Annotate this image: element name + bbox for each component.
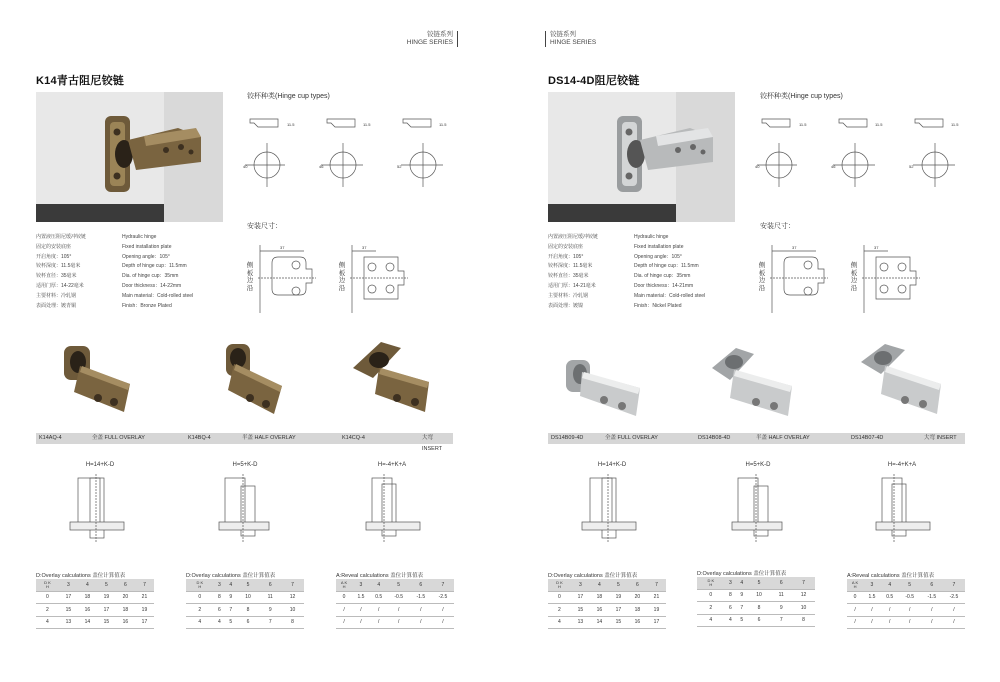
svg-text:52: 52 bbox=[909, 164, 914, 169]
cup-type-drawings-left bbox=[245, 115, 465, 190]
product-image-k14cq bbox=[345, 338, 440, 420]
svg-text:11.5: 11.5 bbox=[287, 122, 295, 127]
overlay-diagram-full-right bbox=[580, 474, 640, 544]
calc-table-right-3: A K H 3 4 5 6 7 0 1.5 0.5 -0.5 -1.5 -2.5 / / / / / / / / / / / / bbox=[847, 579, 965, 629]
variant-type-k14bq: 半盖 HALF OVERLAY bbox=[242, 435, 296, 441]
svg-text:37: 37 bbox=[792, 245, 797, 250]
variant-code-k14aq: K14AQ-4 bbox=[39, 435, 62, 441]
calc-table-right-2: D K H 3 4 5 6 7 0 8 9 10 11 12 2 6 7 8 9 10 4 4 5 6 7 8 bbox=[697, 577, 815, 627]
svg-text:52: 52 bbox=[397, 164, 402, 169]
header-left: 铰链系列 HINGE SERIES bbox=[395, 31, 458, 47]
calc-table-left-3: A K H 3 4 5 6 7 0 1.5 0.5 -0.5 -1.5 -2.5 / / / / / / / / / / / / bbox=[336, 579, 454, 629]
variant-type-ds14b07: 大弯 INSERT bbox=[924, 435, 957, 441]
svg-text:37: 37 bbox=[874, 245, 879, 250]
product-image-ds14b07 bbox=[855, 340, 950, 422]
svg-text:40: 40 bbox=[755, 164, 760, 169]
svg-text:40: 40 bbox=[243, 164, 248, 169]
formula-full-right: H=14+K-D bbox=[597, 462, 627, 468]
install-drawing-3 bbox=[770, 245, 830, 315]
page-title-ds14: DS14-4D阻尼铰链 bbox=[548, 75, 640, 87]
side-label-3: 侧板边沿 bbox=[758, 262, 766, 292]
install-drawing-2 bbox=[350, 245, 410, 315]
product-image-k14bq bbox=[200, 340, 290, 420]
install-title: 安装尺寸： bbox=[247, 223, 282, 230]
overlay-diagram-half-left bbox=[213, 474, 273, 544]
variant-code-ds14b09: DS14B09-4D bbox=[551, 435, 584, 441]
product-image-k14aq bbox=[50, 340, 140, 420]
variant-band-right bbox=[548, 433, 965, 444]
variant-type-ds14b09: 全盖 FULL OVERLAY bbox=[605, 435, 658, 441]
formula-half-right: H=5+K-D bbox=[745, 462, 771, 468]
calc-title-right-1: D:Overlay calculations 盖位计算值表 bbox=[548, 573, 638, 579]
product-image-ds14b09 bbox=[560, 342, 650, 422]
product-image-ds14b08 bbox=[706, 342, 801, 422]
formula-full-left: H=14+K-D bbox=[85, 462, 115, 468]
specs-cn-left: 内置液压阻尼缓冲铰链 固定的安装底座 开启角度：105° 铰杯深度：11.5毫米 铰杯直径：35毫米 适用门厚：14-22毫米 主要材料：冷轧钢 表面处理：镀青铜 bbox=[36, 234, 87, 309]
svg-text:46: 46 bbox=[831, 164, 836, 169]
hero-photo-nickel bbox=[548, 92, 735, 222]
side-label-1: 侧板边沿 bbox=[246, 262, 254, 292]
install-title-right: 安装尺寸： bbox=[760, 223, 795, 230]
variant-code-ds14b07: DS14B07-4D bbox=[851, 435, 884, 441]
svg-text:37: 37 bbox=[362, 245, 367, 250]
svg-text:11.5: 11.5 bbox=[951, 122, 959, 127]
svg-text:11.5: 11.5 bbox=[799, 122, 807, 127]
calc-title-right-2: D:Overlay calculations 盖位计算值表 bbox=[697, 571, 787, 577]
page-title-k14: K14青古阻尼铰链 bbox=[36, 75, 124, 87]
overlay-diagram-insert-right bbox=[870, 474, 934, 544]
variant-type-k14aq: 全盖 FULL OVERLAY bbox=[92, 435, 145, 441]
variant-type-k14cq: 大弯 INSERT bbox=[422, 435, 443, 452]
calc-title-left-2: D:Overlay calculations 盖位计算值表 bbox=[186, 573, 276, 579]
side-label-2: 侧板边沿 bbox=[338, 262, 346, 292]
specs-en-right: Hydraulic hinge Fixed installation plate Opening angle：105° Depth of hinge cup：11.5mm Dia. of hinge cup：35mm Door thickness：14-21mm Main material：Cold-rolled steel Finish：Nickel Plated bbox=[634, 234, 706, 309]
specs-en-left: Hydraulic hinge Fixed installation plate Opening angle：105° Depth of hinge cup：11.5mm Dia. of hinge cup：35mm Door thickness：14-22mm Main material：Cold-rolled steel Finish：Bronze Plated bbox=[122, 234, 194, 309]
calc-table-right-1: D K H 3 4 5 6 7 0 17 18 19 20 21 2 15 16 17 18 19 4 13 14 15 16 17 bbox=[548, 579, 666, 629]
variant-band-left bbox=[36, 433, 453, 452]
side-label-4: 侧板边沿 bbox=[850, 262, 858, 292]
cup-types-title-right: 铰杯种类(Hinge cup types) bbox=[760, 93, 843, 100]
calc-title-left-3: A:Reveal calculations 盖位计算值表 bbox=[336, 573, 424, 579]
overlay-diagram-insert-left bbox=[360, 474, 424, 544]
calc-title-right-3: A:Reveal calculations 盖位计算值表 bbox=[847, 573, 935, 579]
svg-text:37: 37 bbox=[280, 245, 285, 250]
calc-table-left-2: D K H 3 4 5 6 7 0 8 9 10 11 12 2 6 7 8 9 10 4 4 5 6 7 8 bbox=[186, 579, 304, 629]
variant-code-ds14b08: DS14B08-4D bbox=[698, 435, 731, 441]
overlay-diagram-full-left bbox=[68, 474, 128, 544]
hero-photo-bronze bbox=[36, 92, 223, 222]
variant-code-k14cq: K14CQ-4 bbox=[342, 435, 365, 441]
variant-code-k14bq: K14BQ-4 bbox=[188, 435, 211, 441]
cup-types-title: 铰杯种类(Hinge cup types) bbox=[247, 93, 330, 100]
svg-text:11.5: 11.5 bbox=[439, 122, 447, 127]
install-drawing-4 bbox=[862, 245, 922, 315]
install-drawing-1 bbox=[258, 245, 318, 315]
formula-insert-right: H=-4+K+A bbox=[887, 462, 917, 468]
header-right: 铰链系列 HINGE SERIES bbox=[545, 31, 620, 47]
svg-text:11.5: 11.5 bbox=[363, 122, 371, 127]
svg-text:46: 46 bbox=[319, 164, 324, 169]
variant-type-ds14b08: 半盖 HALF OVERLAY bbox=[756, 435, 810, 441]
cup-type-drawings-right bbox=[757, 115, 977, 190]
formula-insert-left: H=-4+K+A bbox=[377, 462, 407, 468]
svg-text:11.5: 11.5 bbox=[875, 122, 883, 127]
overlay-diagram-half-right bbox=[726, 474, 786, 544]
formula-half-left: H=5+K-D bbox=[232, 462, 258, 468]
calc-title-left-1: D:Overlay calculations 盖位计算值表 bbox=[36, 573, 126, 579]
calc-table-left-1: D K H 3 4 5 6 7 0 17 18 19 20 21 2 15 16 17 18 19 4 13 14 15 16 17 bbox=[36, 579, 154, 629]
specs-cn-right: 内置液压阻尼缓冲铰链 固定的安装底座 开启角度：105° 铰杯深度：11.5毫米 铰杯直径：35毫米 适用门厚：14-21毫米 主要材料：冷轧钢 表面处理：镀镍 bbox=[548, 234, 599, 309]
